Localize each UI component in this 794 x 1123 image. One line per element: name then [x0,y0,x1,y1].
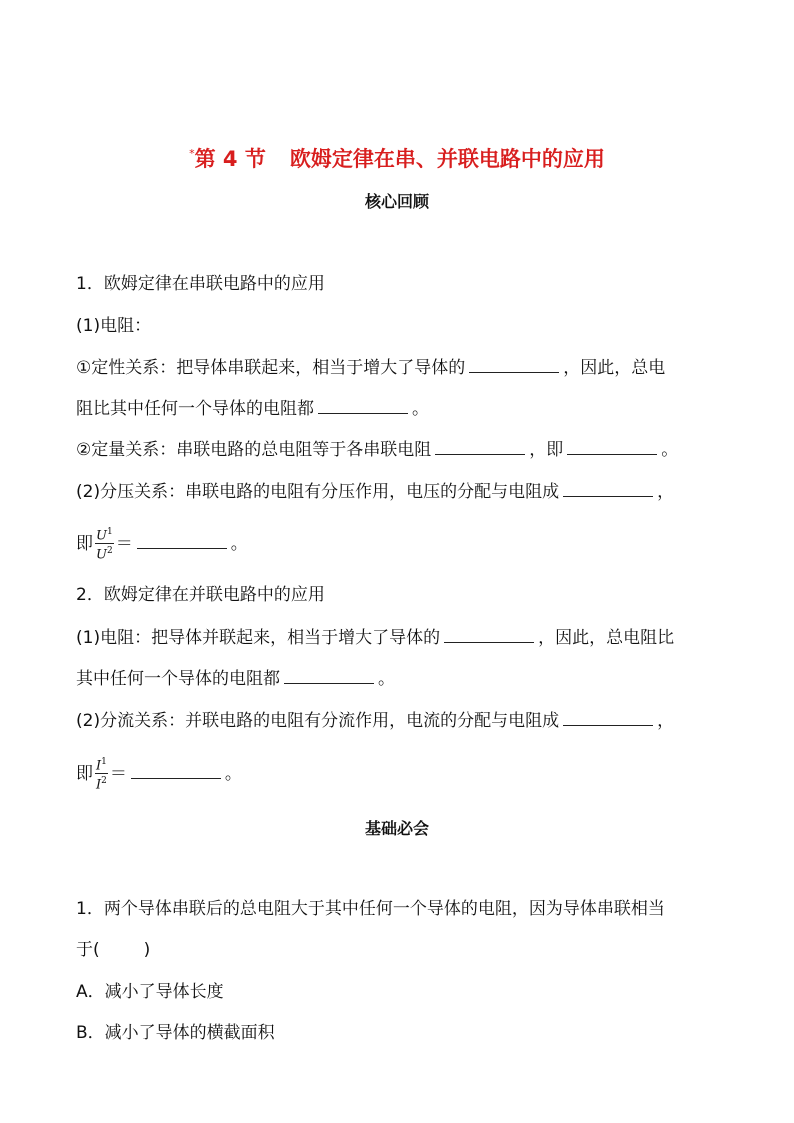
text-span: ①定性关系：把导体串联起来，相当于增大了导体的 [76,358,466,378]
current-ratio-fraction [95,755,108,793]
optional-star-mark: * [189,147,195,160]
item1-sub1-b [76,438,726,462]
equals-sign: ＝ [109,763,127,784]
answer-blank[interactable] [137,532,227,549]
text-span: 。 [224,763,242,784]
item1-sub1-a [76,356,726,380]
answer-blank[interactable] [435,438,525,455]
question1-stem-line1: 1．两个导体串联后的总电阻大于其中任何一个导体的电阻，因为导体串联相当 [76,899,665,919]
symbol: I [96,758,102,774]
item2-sub1 [76,626,726,650]
question1-stem-line2 [76,938,726,962]
text-span: ， [657,711,675,731]
text-span: (2)分流关系：并联电路的电阻有分流作用，电流的分配与电阻成 [76,711,560,731]
symbol: U [96,528,107,544]
fraction-numerator [95,755,108,774]
item1-sub1: (1)电阻： [76,316,152,336]
text-span: (1)电阻：把导体并联起来，相当于增大了导体的 [76,628,441,648]
item2-sub1-cont [76,667,726,691]
basics-heading: 基础必会 [364,819,429,838]
item1-sub1-a-cont [76,397,726,421]
item1-ratio [76,525,726,563]
item2-sub2 [76,709,726,733]
equals-sign: ＝ [115,533,133,554]
subscript: 1 [106,527,113,537]
subscript: 2 [101,776,107,787]
text-span: 。 [230,533,248,554]
text-span: 其中任何一个导体的电阻都 [76,669,280,689]
item2-ratio [76,755,726,793]
question1-option-b[interactable]: B．减小了导体的横截面积 [76,1023,275,1043]
fraction-denominator [95,774,108,792]
answer-blank[interactable] [318,397,408,414]
answer-blank[interactable] [131,762,221,779]
text-span: ②定量关系：串联电路的总电阻等于各串联电阻 [76,440,432,460]
answer-blank[interactable] [563,480,653,497]
text-span: 即 [76,533,93,554]
text-span: (2)分压关系：串联电路的电阻有分压作用，电压的分配与电阻成 [76,482,560,502]
text-span: 。 [412,399,429,419]
answer-blank[interactable] [563,709,653,726]
text-span: 于( [76,940,100,960]
item1-title: 1．欧姆定律在串联电路中的应用 [76,274,325,294]
page-title [0,143,794,173]
fraction-numerator [95,525,114,544]
symbol: U [96,547,107,563]
section-number: 第 4 节 [194,147,266,171]
answer-blank[interactable] [284,667,374,684]
item2-title: 2．欧姆定律在并联电路中的应用 [76,585,325,605]
text-span: ，因此，总电阻比 [538,628,675,648]
voltage-ratio-fraction [95,525,114,563]
item1-sub2 [76,480,726,504]
section-title: 欧姆定律在串、并联电路中的应用 [289,147,605,171]
text-span: 即 [76,763,93,784]
text-span: ，因此，总电 [563,358,666,378]
fraction-denominator [95,544,114,562]
answer-blank[interactable] [469,356,559,373]
text-span: ，即 [529,440,564,460]
text-span: 阻比其中任何一个导体的电阻都 [76,399,314,419]
text-span: ， [657,482,675,502]
symbol: I [96,777,102,793]
text-span: ) [143,940,151,960]
subscript: 2 [106,546,113,557]
review-heading: 核心回顾 [364,192,429,211]
question1-option-a[interactable]: A．减小了导体长度 [76,982,224,1002]
subscript: 1 [101,757,107,767]
text-span: 。 [661,440,679,460]
answer-blank[interactable] [444,626,534,643]
answer-blank[interactable] [567,438,657,455]
text-span: 。 [378,669,395,689]
